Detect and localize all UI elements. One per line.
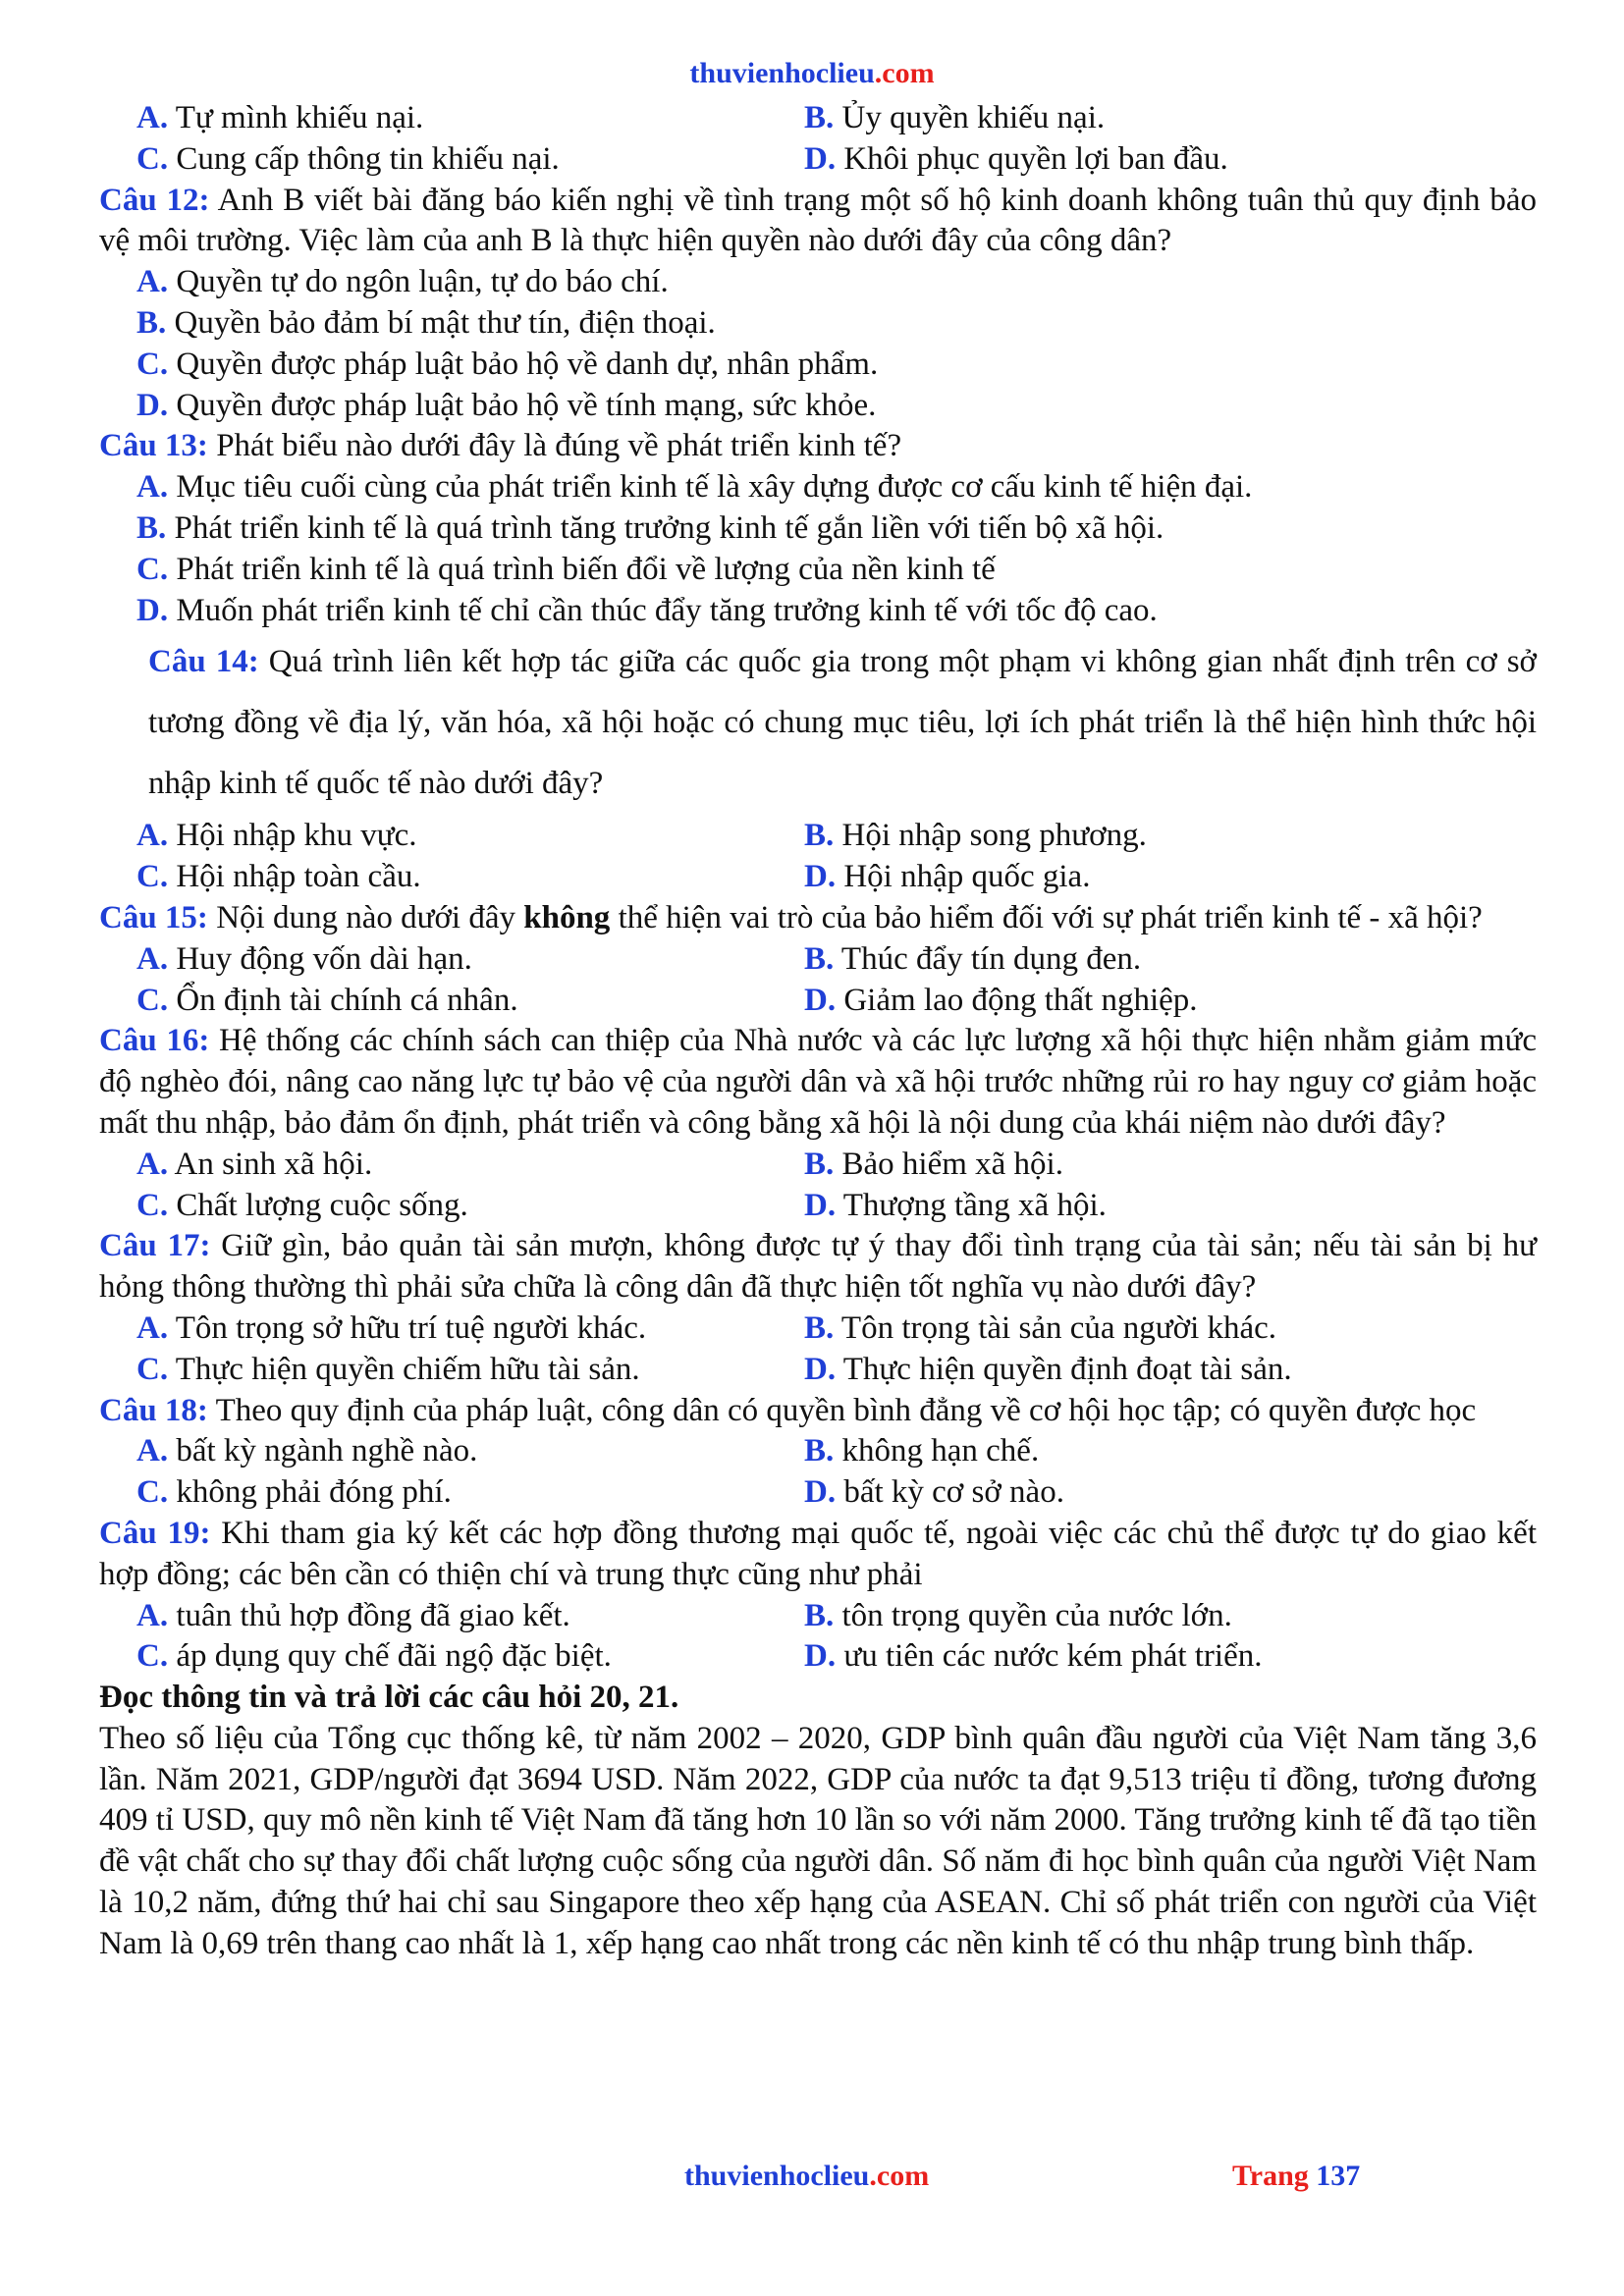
option-text: Cung cấp thông tin khiếu nại. xyxy=(176,140,560,177)
option-label: C. xyxy=(136,140,169,177)
footer-site xyxy=(684,2160,929,2193)
question-text-emphasis: không xyxy=(523,899,611,935)
option-label: D. xyxy=(804,1474,837,1511)
option-label: B. xyxy=(804,1433,835,1469)
question-13 xyxy=(99,426,1537,467)
question-label: Câu 19: xyxy=(99,1515,211,1551)
option-label: D. xyxy=(804,859,837,895)
option-text: Quyền được pháp luật bảo hộ về tính mạng, sức khỏe. xyxy=(176,387,877,423)
question-label: Câu 16: xyxy=(99,1023,210,1059)
option-label: B. xyxy=(136,509,167,546)
question-18 xyxy=(99,1391,1537,1432)
option-label: D. xyxy=(804,1351,837,1387)
option-text: Thực hiện quyền định đoạt tài sản. xyxy=(842,1351,1292,1387)
option-label: C. xyxy=(136,551,169,587)
question-15 xyxy=(99,898,1537,939)
page-footer xyxy=(0,2160,1624,2203)
q18-options-row-1 xyxy=(99,1431,1537,1472)
q13-option-b xyxy=(99,508,1537,550)
option-text: Muốn phát triển kinh tế chỉ cần thúc đẩy tăng trưởng kinh tế với tốc độ cao. xyxy=(176,592,1158,628)
option-text: tuân thủ hợp đồng đã giao kết. xyxy=(176,1597,570,1633)
option-label: B. xyxy=(804,1309,835,1346)
option-label: C. xyxy=(136,1351,169,1387)
question-text: Anh B viết bài đăng báo kiến nghị về tình trạng một số hộ kinh doanh không tuân thủ quy định bảo vệ môi trường. Việc làm của anh B là thực hiện quyền nào dưới đây của công dân? xyxy=(99,182,1537,259)
question-text: Giữ gìn, bảo quản tài sản mượn, không được tự ý thay đổi tình trạng của tài sản; nếu tài sản bị hư hỏng thông thường thì phải sửa chữa là công dân đã thực hiện tốt nghĩa vụ nào dưới đây? xyxy=(99,1228,1537,1306)
option-label: A. xyxy=(136,940,169,977)
q12-option-c xyxy=(99,345,1537,386)
q16-options-row-2 xyxy=(99,1186,1537,1227)
site-name: thuvienhoclieu xyxy=(684,2160,870,2192)
option-label: B. xyxy=(804,100,835,135)
reading-passage: Theo số liệu của Tổng cục thống kê, từ năm 2002 – 2020, GDP bình quân đầu người của Việt Nam tăng 3,6 lần. Năm 2021, GDP/người đạt 3694 USD. Năm 2022, GDP của nước ta đạt 9,513 triệu tỉ đồng, tương đương 409 tỉ USD, quy mô nền kinh tế Việt Nam đã tăng hơn 10 lần so với năm 2000. Tăng trưởng kinh tế đã tạo tiền đề vật chất cho sự thay đổi chất lượng cuộc sống của người dân. Số năm đi học bình quân của người Việt Nam là 10,2 năm, đứng thứ hai chỉ sau Singapore theo xếp hạng của ASEAN. Chỉ số phát triển con người của Việt Nam là 0,69 trên thang cao nhất là 1, xếp hạng cao nhất trong các nền kinh tế có thu nhập trung bình thấp. xyxy=(99,1720,1537,1961)
question-17 xyxy=(99,1226,1537,1308)
q19-options-row-2 xyxy=(99,1636,1537,1678)
option-text: Tự mình khiếu nại. xyxy=(175,100,424,135)
option-label: C. xyxy=(136,859,169,895)
q13-option-d xyxy=(99,591,1537,632)
q13-option-c xyxy=(99,550,1537,591)
question-label: Câu 17: xyxy=(99,1228,211,1264)
option-text: Hội nhập khu vực. xyxy=(176,818,417,854)
q12-option-b xyxy=(99,303,1537,345)
question-text: Khi tham gia ký kết các hợp đồng thương mại quốc tế, ngoài việc các chủ thể được tự do giao kết hợp đồng; các bên cần có thiện chí và trung thực cũng như phải xyxy=(99,1515,1537,1592)
option-label: C. xyxy=(136,346,169,382)
option-label: C. xyxy=(136,982,169,1018)
option-text: bất kỳ ngành nghề nào. xyxy=(176,1433,478,1469)
q19-options-row-1 xyxy=(99,1596,1537,1637)
option-text: Chất lượng cuộc sống. xyxy=(176,1187,468,1223)
option-text: Khôi phục quyền lợi ban đầu. xyxy=(843,140,1228,177)
q14-options-row-1 xyxy=(99,816,1537,857)
site-header xyxy=(0,57,1624,90)
option-label: B. xyxy=(804,1597,835,1633)
option-label: D. xyxy=(804,1638,837,1675)
q11-options-row-2 xyxy=(99,139,1537,181)
option-text: Mục tiêu cuối cùng của phát triển kinh tế là xây dựng được cơ cấu kinh tế hiện đại. xyxy=(176,469,1253,506)
q12-option-a xyxy=(99,262,1537,303)
question-label: Câu 15: xyxy=(99,899,208,935)
option-label: A. xyxy=(136,1146,169,1182)
option-text: Phát triển kinh tế là quá trình biến đổi về lượng của nền kinh tế xyxy=(176,551,996,587)
page-number xyxy=(1232,2160,1360,2193)
question-text: Phát biểu nào dưới đây là đúng về phát triển kinh tế? xyxy=(216,428,902,464)
option-label: B. xyxy=(804,1146,835,1182)
option-label: A. xyxy=(136,1309,169,1346)
option-label: A. xyxy=(136,469,169,506)
page-number-value: 137 xyxy=(1316,2160,1361,2192)
option-label: D. xyxy=(804,140,837,177)
option-text: ưu tiên các nước kém phát triển. xyxy=(843,1638,1263,1675)
option-text: Hội nhập song phương. xyxy=(841,818,1147,854)
option-text: Thượng tầng xã hội. xyxy=(842,1187,1107,1223)
q16-options-row-1 xyxy=(99,1145,1537,1186)
site-domain: .com xyxy=(874,57,935,89)
option-label: A. xyxy=(136,818,169,854)
option-text: Thực hiện quyền chiếm hữu tài sản. xyxy=(175,1351,640,1387)
option-label: C. xyxy=(136,1638,169,1675)
site-domain: .com xyxy=(869,2160,930,2192)
option-text: Ổn định tài chính cá nhân. xyxy=(176,982,518,1018)
option-label: C. xyxy=(136,1474,169,1511)
q12-option-d xyxy=(99,386,1537,427)
option-text: Hội nhập quốc gia. xyxy=(843,859,1091,895)
option-text: không hạn chế. xyxy=(841,1433,1040,1469)
site-name: thuvienhoclieu xyxy=(689,57,875,89)
question-label: Câu 18: xyxy=(99,1392,208,1428)
question-label: Câu 12: xyxy=(99,182,210,218)
question-text: Hệ thống các chính sách can thiệp của Nhà nước và các lực lượng xã hội thực hiện nhằm giảm mức độ nghèo đói, nâng cao năng lực tự bảo vệ của người dân và xã hội trước những rủi ro hay nguy cơ giảm hoặc mất thu nhập, bảo đảm ổn định, phát triển và công bằng xã hội là nội dung của khái niệm nào dưới đây? xyxy=(99,1023,1537,1141)
q18-options-row-2 xyxy=(99,1472,1537,1514)
option-text: Tôn trọng tài sản của người khác. xyxy=(840,1309,1277,1346)
question-16 xyxy=(99,1021,1537,1144)
option-label: D. xyxy=(804,1187,837,1223)
option-label: A. xyxy=(136,1597,169,1633)
page-word: Trang xyxy=(1232,2160,1309,2192)
q15-options-row-1 xyxy=(99,939,1537,981)
option-label: B. xyxy=(804,940,835,977)
q14-options-row-2 xyxy=(99,857,1537,898)
option-text: bất kỳ cơ sở nào. xyxy=(843,1474,1064,1511)
option-text: Bảo hiểm xã hội. xyxy=(841,1146,1063,1182)
option-label: D. xyxy=(136,387,169,423)
question-text-post: thể hiện vai trò của bảo hiểm đối với sự phát triển kinh tế - xã hội? xyxy=(618,899,1483,935)
option-label: B. xyxy=(136,304,167,341)
option-text: Tôn trọng sở hữu trí tuệ người khác. xyxy=(175,1309,647,1346)
option-label: A. xyxy=(136,1433,169,1469)
option-text: Quyền được pháp luật bảo hộ về danh dự, nhân phẩm. xyxy=(176,346,879,382)
question-text-pre: Nội dung nào dưới đây xyxy=(216,899,515,935)
question-label: Câu 13: xyxy=(99,428,208,464)
option-text: Hội nhập toàn cầu. xyxy=(176,859,421,895)
option-text: không phải đóng phí. xyxy=(176,1474,452,1511)
question-text: Theo quy định của pháp luật, công dân có quyền bình đẳng về cơ hội học tập; có quyền được học xyxy=(215,1392,1477,1428)
reading-heading: Đọc thông tin và trả lời các câu hỏi 20, 21. xyxy=(99,1680,679,1716)
option-text: Huy động vốn dài hạn. xyxy=(176,940,472,977)
question-text: Quá trình liên kết hợp tác giữa các quốc gia trong một phạm vi không gian nhất định trên cơ sở tương đồng về địa lý, văn hóa, xã hội hoặc có chung mục tiêu, lợi ích phát triển là thể hiện hình thức hội nhập kinh tế quốc tế nào dưới đây? xyxy=(148,644,1537,802)
option-label: A. xyxy=(136,100,169,135)
q15-options-row-2 xyxy=(99,981,1537,1022)
question-14 xyxy=(99,631,1537,814)
question-label: Câu 14: xyxy=(148,644,259,680)
option-label: B. xyxy=(804,818,835,854)
option-text: tôn trọng quyền của nước lớn. xyxy=(841,1597,1232,1633)
question-12 xyxy=(99,181,1537,263)
option-text: Giảm lao động thất nghiệp. xyxy=(843,982,1198,1018)
option-label: A. xyxy=(136,264,169,300)
option-label: C. xyxy=(136,1187,169,1223)
option-text: An sinh xã hội. xyxy=(174,1146,373,1182)
option-text: Ủy quyền khiếu nại. xyxy=(841,100,1106,135)
option-label: D. xyxy=(136,592,169,628)
option-text: áp dụng quy chế đãi ngộ đặc biệt. xyxy=(176,1638,612,1675)
option-text: Quyền bảo đảm bí mật thư tín, điện thoại. xyxy=(174,304,716,341)
q11-options-row-1 xyxy=(99,98,1537,139)
option-label: D. xyxy=(804,982,837,1018)
question-19 xyxy=(99,1514,1537,1596)
q17-options-row-2 xyxy=(99,1350,1537,1391)
question-content xyxy=(99,98,1537,1965)
option-text: Phát triển kinh tế là quá trình tăng trưởng kinh tế gắn liền với tiến bộ xã hội. xyxy=(174,509,1164,546)
q17-options-row-1 xyxy=(99,1308,1537,1350)
option-text: Thúc đẩy tín dụng đen. xyxy=(840,940,1142,977)
q13-option-a xyxy=(99,467,1537,508)
option-text: Quyền tự do ngôn luận, tự do báo chí. xyxy=(176,264,669,300)
